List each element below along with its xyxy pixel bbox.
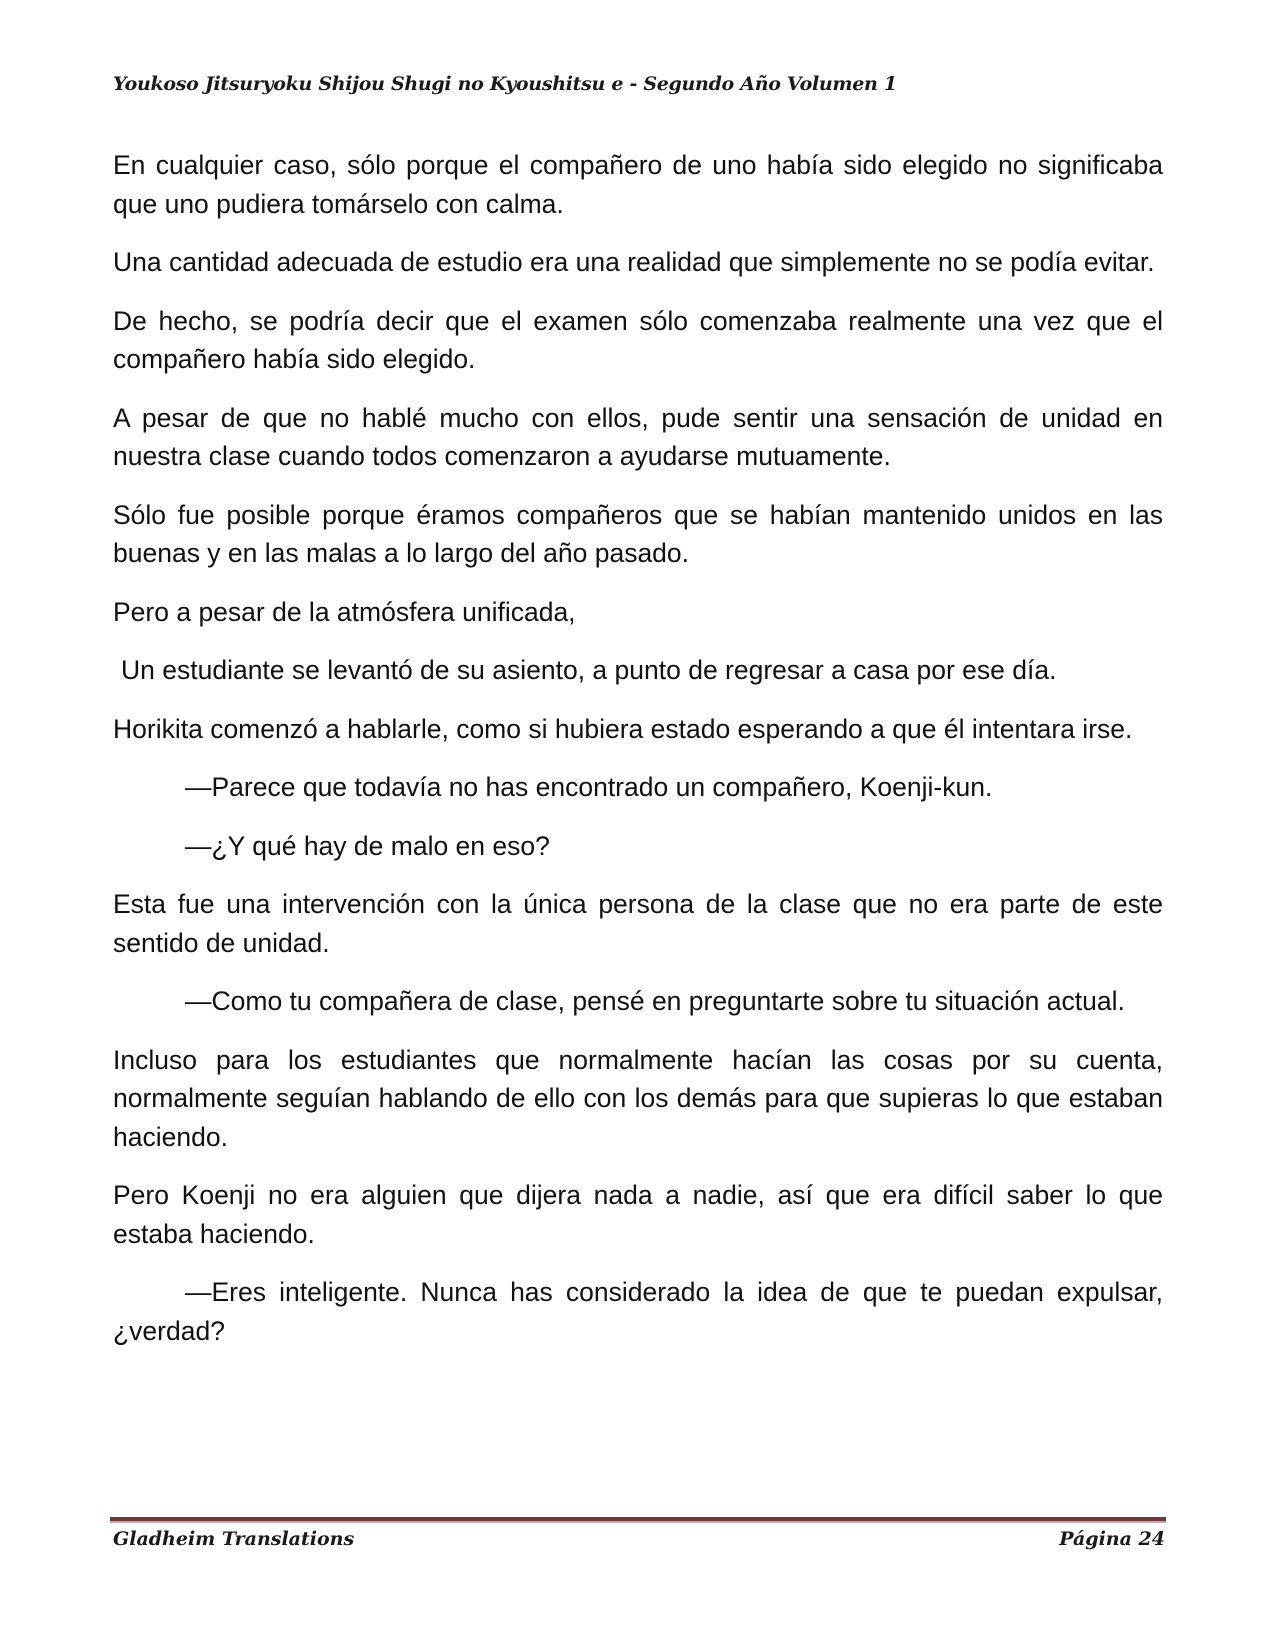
dialogue-line: —Como tu compañera de clase, pensé en preguntarte sobre tu situación actual.	[185, 986, 1125, 1016]
paragraph: Una cantidad adecuada de estudio era una realidad que simplemente no se podía evitar.	[113, 247, 1155, 277]
page-body	[113, 146, 1163, 1370]
dialogue-line: —Eres inteligente. Nunca has considerado la idea de que te puedan expulsar, ¿verdad?	[113, 1277, 1163, 1346]
paragraph: Esta fue una intervención con la única persona de la clase que no era parte de este sentido de unidad.	[113, 889, 1163, 958]
paragraph: Sólo fue posible porque éramos compañeros que se habían mantenido unidos en las buenas y en las malas a lo largo del año pasado.	[113, 499, 1163, 568]
paragraph: Incluso para los estudiantes que normalmente hacían las cosas por su cuenta, normalmente seguían hablando de ello con los demás para que supieras lo que estaban haciendo.	[113, 1044, 1163, 1152]
dialogue-line: —¿Y qué hay de malo en eso?	[185, 830, 550, 861]
footer-translator: Gladheim Translations	[113, 1528, 355, 1550]
page-header-title: Youkoso Jitsuryoku Shijou Shugi no Kyoushitsu e - Segundo Año Volumen 1	[113, 73, 897, 95]
paragraph: Pero Koenji no era alguien que dijera nada a nadie, así que era difícil saber lo que estaba haciendo.	[113, 1180, 1163, 1249]
paragraph: Un estudiante se levantó de su asiento, a punto de regresar a casa por ese día.	[121, 655, 1057, 685]
paragraph: De hecho, se podría decir que el examen sólo comenzaba realmente una vez que el compañero había sido elegido.	[113, 305, 1163, 374]
footer-divider	[110, 1517, 1166, 1523]
paragraph: En cualquier caso, sólo porque el compañero de uno había sido elegido no significaba que uno pudiera tomárselo con calma.	[113, 150, 1163, 219]
footer-page-number: Página 24	[1059, 1528, 1165, 1550]
paragraph: Horikita comenzó a hablarle, como si hubiera estado esperando a que él intentara irse.	[113, 713, 1133, 744]
dialogue-line: —Parece que todavía no has encontrado un compañero, Koenji-kun.	[185, 772, 993, 802]
paragraph: Pero a pesar de la atmósfera unificada,	[113, 596, 576, 627]
paragraph: A pesar de que no hablé mucho con ellos, pude sentir una sensación de unidad en nuestra clase cuando todos comenzaron a ayudarse mutuamente.	[113, 402, 1163, 471]
